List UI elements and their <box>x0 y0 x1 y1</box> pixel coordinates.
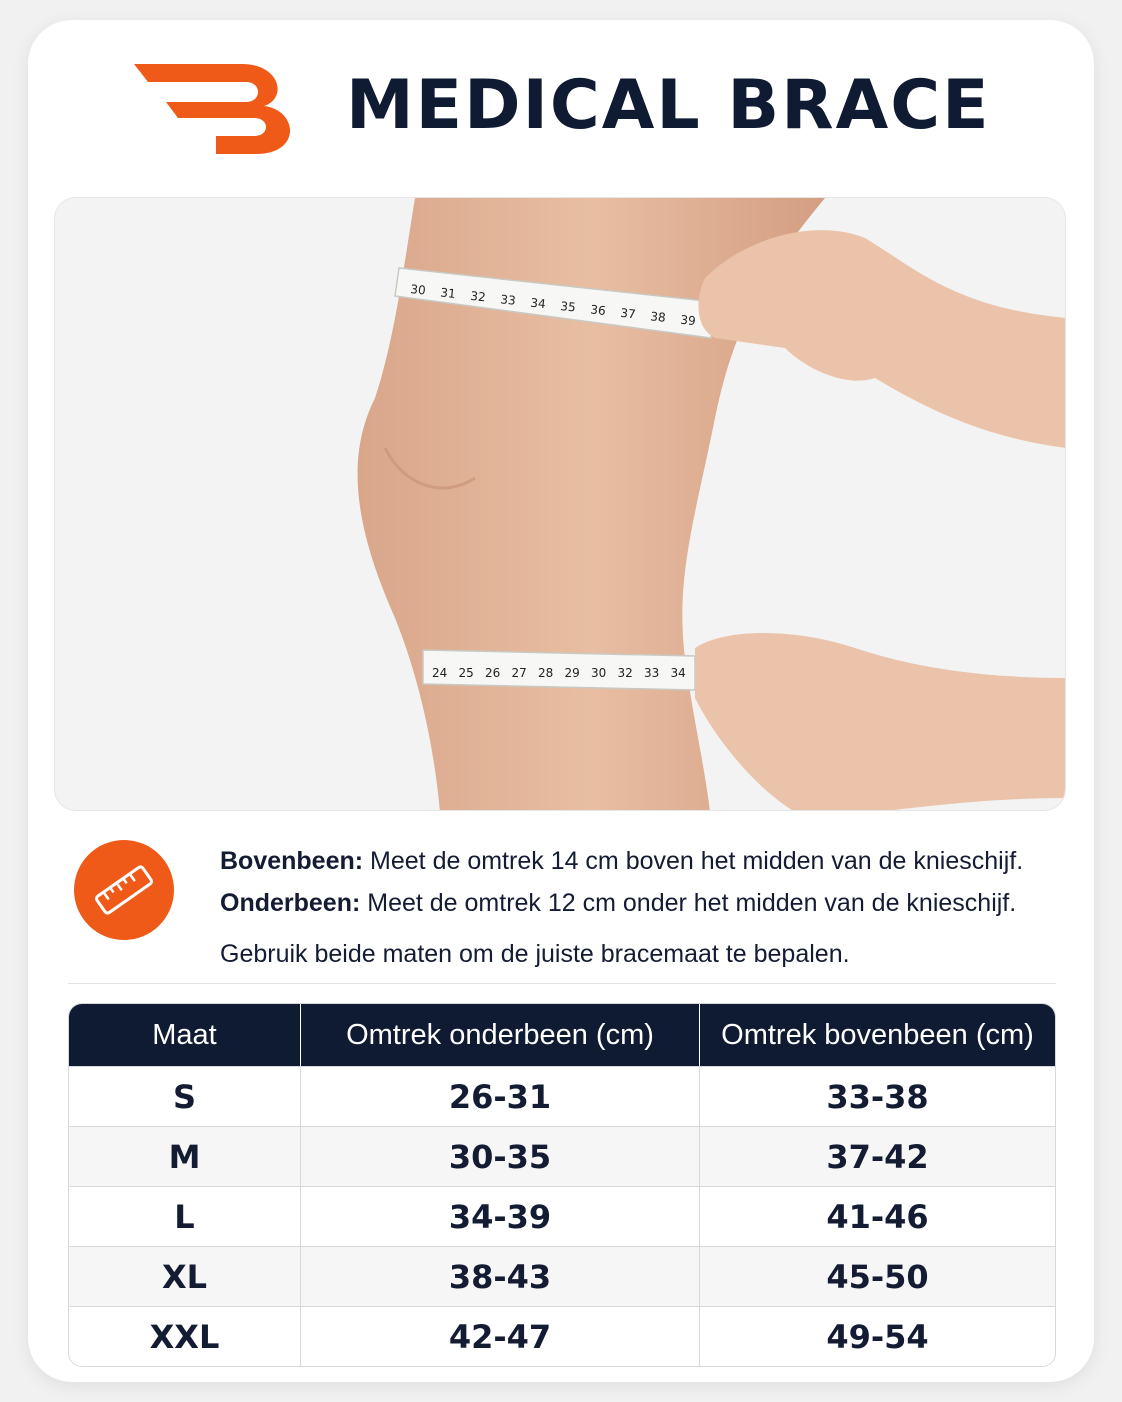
lower-leg-cell: 26-31 <box>301 1066 700 1126</box>
instruction-note: Gebruik beide maten om de juiste bracemaat te bepalen. <box>220 940 850 968</box>
size-table <box>68 1003 1056 1367</box>
header-size: Maat <box>69 1004 301 1066</box>
tape-number: 37 <box>619 305 637 322</box>
table-row <box>69 1246 1055 1306</box>
tape-number: 34 <box>670 666 686 680</box>
upper-leg-text: Meet de omtrek 14 cm boven het midden van de knieschijf. <box>363 847 1024 875</box>
tape-number: 28 <box>538 666 554 680</box>
tape-number: 33 <box>499 292 517 308</box>
size-cell: M <box>69 1126 301 1186</box>
header-upper-leg: Omtrek bovenbeen (cm) <box>700 1004 1055 1066</box>
tape-number: 26 <box>485 666 501 680</box>
upper-leg-cell: 41-46 <box>700 1186 1055 1246</box>
tape-number: 35 <box>559 299 577 315</box>
tape-number: 32 <box>469 288 487 305</box>
table-row <box>69 1186 1055 1246</box>
lower-leg-text: Meet de omtrek 12 cm onder het midden van de knieschijf. <box>360 889 1017 917</box>
tape-number: 30 <box>409 282 427 298</box>
tape-labels <box>54 197 1066 811</box>
lower-leg-cell: 38-43 <box>301 1246 700 1306</box>
lower-leg-cell: 42-47 <box>301 1306 700 1366</box>
b-logo-icon <box>130 58 305 160</box>
size-cell: XXL <box>69 1306 301 1366</box>
tape-number: 24 <box>432 666 448 680</box>
upper-leg-label: Bovenbeen: <box>220 847 364 875</box>
lower-leg-cell: 30-35 <box>301 1126 700 1186</box>
table-header-row <box>69 1004 1055 1066</box>
header-lower-leg: Omtrek onderbeen (cm) <box>301 1004 700 1066</box>
tape-number: 39 <box>679 312 697 329</box>
tape-number: 31 <box>439 285 457 301</box>
upper-leg-cell: 37-42 <box>700 1126 1055 1186</box>
tape-number: 27 <box>511 666 527 680</box>
tape-number: 25 <box>458 666 474 680</box>
tape-number: 38 <box>649 309 667 325</box>
tape-number: 34 <box>529 295 547 312</box>
tape-number: 30 <box>591 666 607 680</box>
table-row <box>69 1306 1055 1366</box>
upper-leg-cell: 49-54 <box>700 1306 1055 1366</box>
table-row <box>69 1126 1055 1186</box>
tape-number: 29 <box>564 666 580 680</box>
size-cell: L <box>69 1186 301 1246</box>
table-row <box>69 1066 1055 1126</box>
upper-leg-cell: 33-38 <box>700 1066 1055 1126</box>
lower-leg-label: Onderbeen: <box>220 889 361 917</box>
tape-number: 32 <box>617 666 633 680</box>
size-cell: XL <box>69 1246 301 1306</box>
tape-number: 36 <box>589 302 607 318</box>
ruler-badge <box>74 840 174 940</box>
instruction-upper-leg <box>220 847 1023 876</box>
lower-leg-cell: 34-39 <box>301 1186 700 1246</box>
divider <box>68 983 1056 984</box>
ruler-icon <box>92 862 156 918</box>
size-cell: S <box>69 1066 301 1126</box>
brand-name: MEDICAL BRACE <box>346 66 991 145</box>
upper-leg-cell: 45-50 <box>700 1246 1055 1306</box>
instruction-lower-leg <box>220 889 1016 918</box>
tape-number: 33 <box>644 666 660 680</box>
